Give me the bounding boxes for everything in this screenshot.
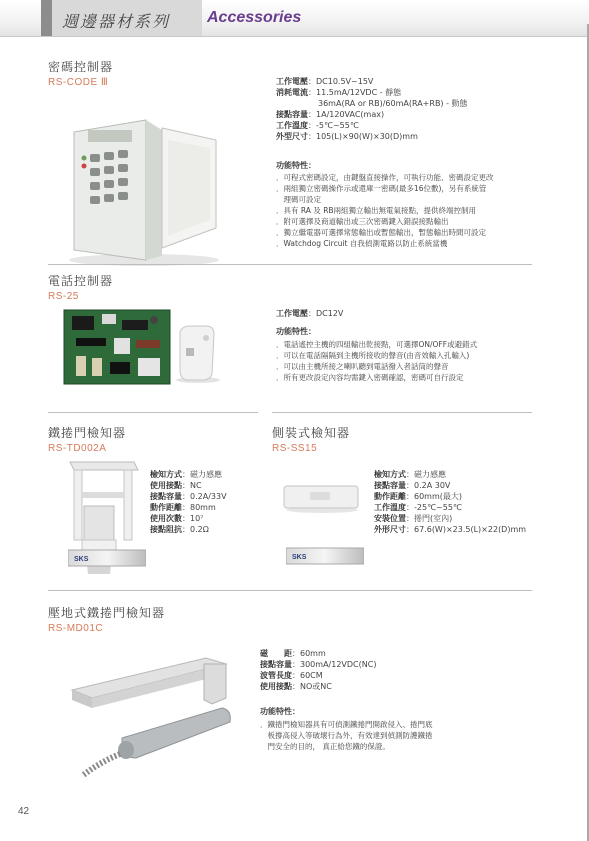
spec-row: 消耗電流：11.5mA/12VDC - 靜態	[276, 88, 402, 97]
spec-label: 接點容量	[150, 492, 182, 501]
feature-item: ．具有 RA 及 RB兩組獨立輸出無電氣接點，提供終端控制用	[276, 206, 477, 215]
page-number: 42	[18, 806, 30, 817]
brand-label: SKS	[292, 554, 307, 561]
feature-list	[276, 339, 477, 383]
spec-row: 工作電壓：DC12V	[276, 309, 344, 318]
spec-row: 檢知方式：磁力感應	[150, 470, 222, 479]
spec-list	[276, 308, 343, 319]
spec-row: 接點容量：0.2A 30V	[374, 481, 451, 490]
spec-row: 接點容量：1A/120VAC(max)	[276, 110, 385, 119]
spec-list	[150, 469, 227, 535]
spec-list	[260, 648, 376, 692]
spec-row	[276, 98, 468, 109]
spec-label: 外型尺寸	[276, 132, 308, 141]
spec-label: 使用次數	[150, 514, 182, 523]
spec-label: 工作電壓	[276, 77, 308, 86]
spec-row: 使用接點：NC	[150, 481, 202, 490]
product-model: RS-TD002A	[48, 443, 107, 454]
spec-value: 磁力感應	[190, 470, 222, 479]
section-divider	[272, 412, 532, 413]
spec-label: 動作距離	[150, 503, 182, 512]
product-model: RS-MD01C	[48, 623, 104, 634]
feature-item: ．所有更改設定內容均需鍵入密碼確認，密碼可自行設定	[276, 373, 464, 382]
spec-value: 60mm(最大)	[414, 492, 463, 501]
header-title-zh: 週邊器材系列	[62, 12, 171, 31]
ground-mount-detector-image	[66, 650, 246, 780]
product-title: 壓地式鐵捲門檢知器	[48, 606, 166, 620]
spec-value: NC	[190, 481, 202, 490]
spec-label: 接點容量	[276, 110, 308, 119]
features-heading: 功能特性：	[276, 327, 316, 336]
spec-label: 接點容量	[374, 481, 406, 490]
spec-row: 波管長度：60CM	[260, 671, 323, 680]
telephone-controller-image	[172, 324, 222, 384]
header-divider	[0, 36, 589, 37]
section-divider	[48, 264, 532, 265]
spec-row: 外型尺寸：105(L)×90(W)×30(D)mm	[276, 132, 418, 141]
spec-row: 工作溫度：-5℃~55℃	[276, 121, 359, 130]
feature-item: 理碼可設定	[276, 195, 321, 204]
spec-row: 使用次數：10⁷	[150, 514, 204, 523]
header-accent-bar	[41, 0, 52, 36]
product-title: 側裝式檢知器	[272, 426, 351, 440]
product-model: RS-SS15	[272, 443, 318, 454]
product-title: 電話控制器	[48, 274, 114, 288]
feature-item: 板撐高侵入等破壞行為外，有效達到偵測防護鐵捲	[260, 731, 433, 740]
spec-row: 檢知方式：磁力感應	[374, 470, 446, 479]
spec-value: 磁力感應	[414, 470, 446, 479]
spec-row: 外形尺寸：67.6(W)×23.5(L)×22(D)mm	[374, 525, 527, 534]
spec-label: 外形尺寸	[374, 525, 406, 534]
spec-row: 接點容量：0.2A/33V	[150, 492, 227, 501]
spec-label: 消耗電流	[276, 88, 308, 97]
section-divider	[48, 590, 532, 591]
brand-label: SKS	[74, 556, 89, 563]
product-title: 鐵捲門檢知器	[48, 426, 127, 440]
product-label-image	[68, 548, 146, 568]
product-model: RS-CODE Ⅲ	[48, 77, 109, 88]
section-divider	[48, 412, 258, 413]
spec-value: 36mA(RA or RB)/60mA(RA+RB) - 動態	[318, 99, 468, 108]
spec-value: 0.2Ω	[190, 525, 209, 534]
spec-value: DC12V	[316, 309, 344, 318]
spec-row: 使用接點：NO或NC	[260, 682, 332, 691]
spec-list	[374, 469, 526, 535]
feature-item: 門安全的目的， 真正給您鐵的保證。	[260, 742, 390, 751]
spec-row: 工作溫度：-25℃~55℃	[374, 503, 462, 512]
feature-list	[260, 719, 433, 752]
spec-label: 接點阻抗	[150, 525, 182, 534]
feature-item: ．鐵捲門檢知器具有可偵測鐵捲門開啟侵入、捲門底	[260, 720, 433, 729]
spec-value: 60mm	[300, 649, 326, 658]
product-model: RS-25	[48, 291, 79, 302]
spec-value: 0.2A/33V	[190, 492, 227, 501]
features-heading: 功能特性：	[260, 707, 300, 716]
spec-value: 11.5mA/12VDC - 靜態	[316, 88, 402, 97]
spec-value: 0.2A 30V	[414, 481, 451, 490]
feature-list	[276, 172, 494, 249]
spec-value: 67.6(W)×23.5(L)×22(D)mm	[414, 525, 527, 534]
product-label-image	[286, 546, 364, 566]
spec-label: 工作電壓	[276, 309, 308, 318]
spec-value: 10⁷	[190, 514, 204, 523]
feature-item: ．電話遙控主機的四組輸出乾接點，可選擇ON/OFF或避錯式	[276, 340, 478, 349]
spec-value: DC10.5V~15V	[316, 77, 374, 86]
spec-label: 磁 距	[260, 649, 292, 658]
spec-row: 安裝位置：捲門(室內)	[374, 514, 453, 523]
spec-label: 檢知方式	[150, 470, 182, 479]
feature-item: ．附可選擇及商道輸出或三次密碼鍵入錯誤接點輸出	[276, 217, 449, 226]
feature-item: ．可以由主機所接之喇叭聽到電話撥入者話筒的聲音	[276, 362, 449, 371]
spec-value: -25℃~55℃	[414, 503, 462, 512]
spec-value: 300mA/12VDC(NC)	[300, 660, 377, 669]
keypad-controller-image	[64, 110, 224, 270]
spec-label: 工作溫度	[276, 121, 308, 130]
spec-value: 80mm	[190, 503, 216, 512]
feature-item: ．獨立繼電器可選擇常態輸出或暫態輸出，暫態輸出時間可設定	[276, 228, 486, 237]
spec-value: 1A/120VAC(max)	[316, 110, 385, 119]
feature-item: ．可程式密碼設定，由鍵盤直接操作，可執行功能、密碼設定更改	[276, 173, 494, 182]
spec-row: 工作電壓：DC10.5V~15V	[276, 77, 374, 86]
side-mount-detector-image	[282, 482, 360, 514]
spec-label: 波管長度	[260, 671, 292, 680]
spec-label: 使用接點	[150, 481, 182, 490]
feature-item: ．兩組獨立密碼操作示或還庫一密碼(最多16位數)，另有系統管	[276, 184, 487, 193]
spec-row: 磁 距：60mm	[260, 649, 326, 658]
spec-value: NO或NC	[300, 682, 332, 691]
spec-value: -5℃~55℃	[316, 121, 359, 130]
spec-value: 105(L)×90(W)×30(D)mm	[316, 132, 418, 141]
spec-row: 接點阻抗：0.2Ω	[150, 525, 209, 534]
spec-label: 安裝位置	[374, 514, 406, 523]
spec-value: 60CM	[300, 671, 323, 680]
spec-value: 捲門(室內)	[414, 514, 453, 523]
header-title-en: Accessories	[207, 9, 302, 26]
spec-label: 使用接點	[260, 682, 292, 691]
features-heading: 功能特性：	[276, 161, 316, 170]
feature-item: ．Watchdog Circuit 自我偵測電路以防止系統當機	[276, 239, 448, 248]
feature-item: ．可以在電話隔隔到主機所接收的聲音(由音效輸入孔輸入)	[276, 351, 470, 360]
spec-row: 動作距離：80mm	[150, 503, 216, 512]
spec-label: 檢知方式	[374, 470, 406, 479]
spec-row: 動作距離：60mm(最大)	[374, 492, 463, 501]
spec-list	[276, 76, 468, 142]
spec-label: 工作溫度	[374, 503, 406, 512]
spec-row: 接點容量：300mA/12VDC(NC)	[260, 660, 377, 669]
spec-label: 動作距離	[374, 492, 406, 501]
product-title: 密碼控制器	[48, 60, 114, 74]
spec-label: 接點容量	[260, 660, 292, 669]
circuit-board-image	[62, 306, 172, 388]
